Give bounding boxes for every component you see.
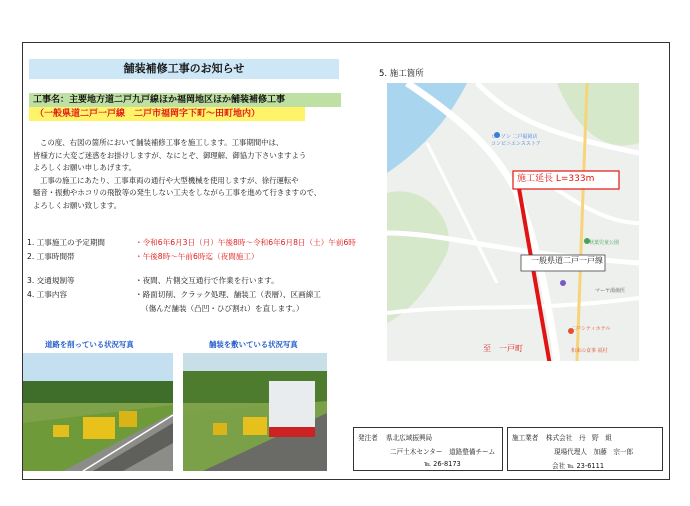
contractor-tel: 会社 ℡ 23-6111 xyxy=(552,462,605,470)
item-traffic xyxy=(27,275,379,287)
paving-image xyxy=(183,353,327,471)
map-poi-lawson-sub: コンビニエンスストア xyxy=(491,141,541,147)
road-cutting-photo xyxy=(23,353,173,471)
intro-line: 工事の施工にあたり、工事車両の通行や大型機械を使用しますが、徐行運転や xyxy=(40,175,299,185)
orderer-tel: ℡ 26-8173 xyxy=(424,460,461,468)
item-content xyxy=(27,289,379,301)
item-hours xyxy=(27,251,379,263)
orderer-org: 県北広域振興局 xyxy=(386,434,433,442)
contractor-agent: 現場代理人 加藤 宗一郎 xyxy=(554,448,634,456)
item-period xyxy=(27,237,379,249)
orderer-dept: 二戸土木センター 道路整備チーム xyxy=(390,448,496,456)
page-title: 舗装補修工事のお知らせ xyxy=(29,59,339,79)
section5-label: 5. 施工箇所 xyxy=(379,69,424,79)
intro-line: 騒音・振動やホコリの飛散等の発生しない工夫をしながら工事を進めて行きますので、 xyxy=(33,188,322,198)
left-photo-caption: 道路を削っている状況写真 xyxy=(45,340,134,349)
contractor-company: 株式会社 丹 野 組 xyxy=(546,434,612,442)
road-cutting-image xyxy=(23,353,173,471)
intro-line: よろしくお願い致します。 xyxy=(33,200,122,210)
intro-line: 皆様方に大変ご迷惑をお掛けしますが、なにとぞ、御理解、御協力下さいますよう xyxy=(33,150,307,160)
item-label: 2. 工事時間帯 xyxy=(27,252,75,261)
intro-line: よろしくお願い申しあげます。 xyxy=(33,163,136,173)
item-value: ・夜間、片側交互通行で作業を行います。 xyxy=(135,276,279,285)
site-map xyxy=(387,83,639,361)
map-drawing xyxy=(387,83,639,361)
map-poi-clinic: マーヤ湯歯医 xyxy=(595,288,626,294)
item-value: ・午後8時～午前6時迄（夜間施工） xyxy=(135,252,259,261)
paving-photo xyxy=(183,353,327,471)
item-value: （傷んだ舗装（凸凹・ひび割れ）を直します。） xyxy=(141,304,304,313)
item-label: 3. 交通規制等 xyxy=(27,276,75,285)
item-value: ・路面切削、クラック処理、舗装工（表層）、区画線工 xyxy=(135,290,321,299)
item-label: 1. 工事施工の予定期間 xyxy=(27,238,106,247)
contractor-box xyxy=(507,427,663,471)
map-poi-park: 秋葉児童公園 xyxy=(589,240,620,246)
map-road-label: 一般県道二戸一戸線 xyxy=(531,256,603,265)
item-label: 4. 工事内容 xyxy=(27,290,68,299)
map-direction-label: 至 一戸町 xyxy=(483,344,523,353)
contractor-label: 施工業者 xyxy=(512,434,539,442)
map-length-label: 施工延長 L=333m xyxy=(517,174,595,184)
project-location: （一般県道二戸一戸線 二戸市福岡字下町～田町地内） xyxy=(29,107,305,121)
item-content-note xyxy=(27,303,379,315)
project-name: 工事名：主要地方道二戸九戸線ほか福岡地区ほか舗装補修工事 xyxy=(29,93,341,107)
intro-line: この度、右図の箇所において舗装補修工事を施工します。工事期間中は、 xyxy=(40,138,284,147)
intro-text xyxy=(33,137,365,213)
map-poi-lawson: ローソン 二戸福岡店 xyxy=(491,134,538,140)
map-poi-restaurant: 和来の食事 福村 xyxy=(571,348,608,354)
orderer-label: 発注者 xyxy=(358,434,378,442)
item-value: ・令和6年6月3日（月）午後8時～令和6年6月8日（土）午前6時 xyxy=(135,238,356,247)
orderer-box xyxy=(353,427,503,471)
right-photo-caption: 舗装を敷いている状況写真 xyxy=(209,340,298,349)
map-poi-hotel: 二戸シティホテル xyxy=(571,326,611,332)
notice-page xyxy=(22,42,670,480)
